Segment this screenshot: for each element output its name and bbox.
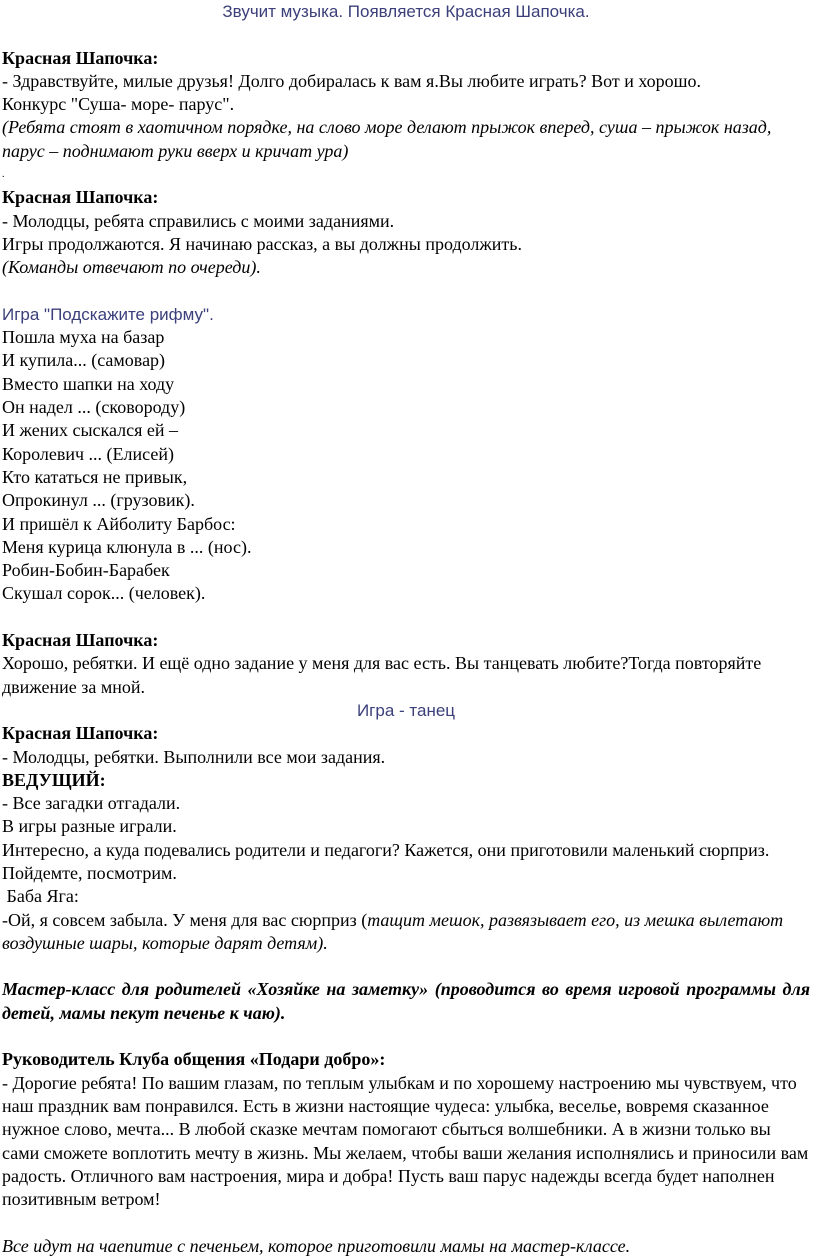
greeting-line: - Здравствуйте, милые друзья! Долго добиралась к вам я.Вы любите играть? Вот и хорошо. xyxy=(2,70,702,91)
speaker-red-riding-hood: Красная Шапочка: xyxy=(2,47,159,68)
masterclass-announcement: Мастер-класс для родителей «Хозяйке на заметку» (проводится во время игровой программы для детей, мамы пекут печенье к чаю). xyxy=(2,979,810,1023)
baba-yaga-text-italic: тащит мешок, развязывает его, из мешка вылетают воздушные шары, которые дарят детям). xyxy=(2,909,784,953)
speaker-host: ВЕДУЩИЙ: xyxy=(2,769,106,790)
stray-dot: . xyxy=(2,169,5,181)
spacer xyxy=(2,1211,810,1234)
baba-yaga-text-plain: -Ой, я совсем забыла. У меня для вас сюрприз ( xyxy=(2,909,368,930)
speaker-red-riding-hood: Красная Шапочка: xyxy=(2,630,159,651)
verse-line: Он надел ... (сковороду) xyxy=(2,397,186,418)
spacer xyxy=(2,280,810,303)
dance-game-title: Игра - танец xyxy=(356,700,456,720)
story-intro-line: Игры продолжаются. Я начинаю рассказ, а вы должны продолжить. xyxy=(2,233,522,254)
verse-line: Меня курица клюнула в ... (нос). xyxy=(2,536,252,557)
speaker-club-leader: Руководитель Клуба общения «Подари добро»: xyxy=(2,1049,386,1070)
praise-line: - Молодцы, ребята справились с моими заданиями. xyxy=(2,210,395,231)
teams-note: (Команды отвечают по очереди). xyxy=(2,257,261,278)
final-stage-direction: Все идут на чаепитие с печеньем, которое приготовили мамы на мастер-классе. xyxy=(2,1235,631,1256)
speaker-baba-yaga: Баба Яга: xyxy=(2,886,79,907)
contest-note: (Ребята стоят в хаотичном порядке, на слово море делают прыжок вперед, суша – прыжок назад, парус – поднимают руки вверх и кричат ура) xyxy=(2,117,772,161)
verse-line: Робин-Бобин-Барабек xyxy=(2,560,170,581)
verse-line: Пошла муха на базар xyxy=(2,327,165,348)
spacer xyxy=(2,23,810,46)
contest-title: Конкурс "Суша- море- парус". xyxy=(2,94,235,115)
verse-line: И пришёл к Айболиту Барбос: xyxy=(2,513,236,534)
host-surprise-text: Интересно, а куда подевались родители и педагоги? Кажется, они приготовили маленький сюрприз. Пойдемте, посмотрим. xyxy=(2,839,770,883)
rhyme-game-title: Игра "Подскажите рифму". xyxy=(2,304,214,324)
verse-line: И жених сыскался ей – xyxy=(2,420,179,441)
speaker-red-riding-hood: Красная Шапочка: xyxy=(2,187,159,208)
spacer xyxy=(2,606,810,629)
spacer xyxy=(2,955,810,978)
rhyme-verse xyxy=(2,326,810,606)
verse-line: Скушал сорок... (человек). xyxy=(2,583,206,604)
verse-line: Кто кататься не привык, xyxy=(2,466,188,487)
spacer xyxy=(2,1025,810,1048)
closing-speech: - Дорогие ребята! По вашим глазам, по теплым улыбкам и по хорошему настроению мы чувствуем, что наш праздник вам понравился. Есть в жизни настоящие чудеса: улыбка, веселье, вовремя сказанное нужное слово, мечта... В любой сказке мечтам помогают сбыться волшебники. А в жизни только вы сами сможете воплотить мечту в жизнь. Мы желаем, чтобы ваши желания исполнялись и приносили вам радость. Отличного вам настроения, мира и добра! Пусть ваш парус надежды всегда будет наполнен позитивным ветром! xyxy=(2,1072,809,1210)
host-line: - Все загадки отгадали. xyxy=(2,793,181,814)
verse-line: Вместо шапки на ходу xyxy=(2,373,175,394)
host-line: В игры разные играли. xyxy=(2,816,177,837)
verse-line: И купила... (самовар) xyxy=(2,350,166,371)
dance-intro-text: Хорошо, ребятки. И ещё одно задание у меня для вас есть. Вы танцевать любите?Тогда повторяйте движение за мной. xyxy=(2,653,762,697)
verse-line: Опрокинул ... (грузовик). xyxy=(2,490,195,511)
tasks-done-line: - Молодцы, ребятки. Выполнили все мои задания. xyxy=(2,746,386,767)
speaker-red-riding-hood: Красная Шапочка: xyxy=(2,723,159,744)
scene-title: Звучит музыка. Появляется Красная Шапочка. xyxy=(222,2,590,21)
baba-yaga-text xyxy=(2,909,810,956)
verse-line: Королевич ... (Елисей) xyxy=(2,443,174,464)
